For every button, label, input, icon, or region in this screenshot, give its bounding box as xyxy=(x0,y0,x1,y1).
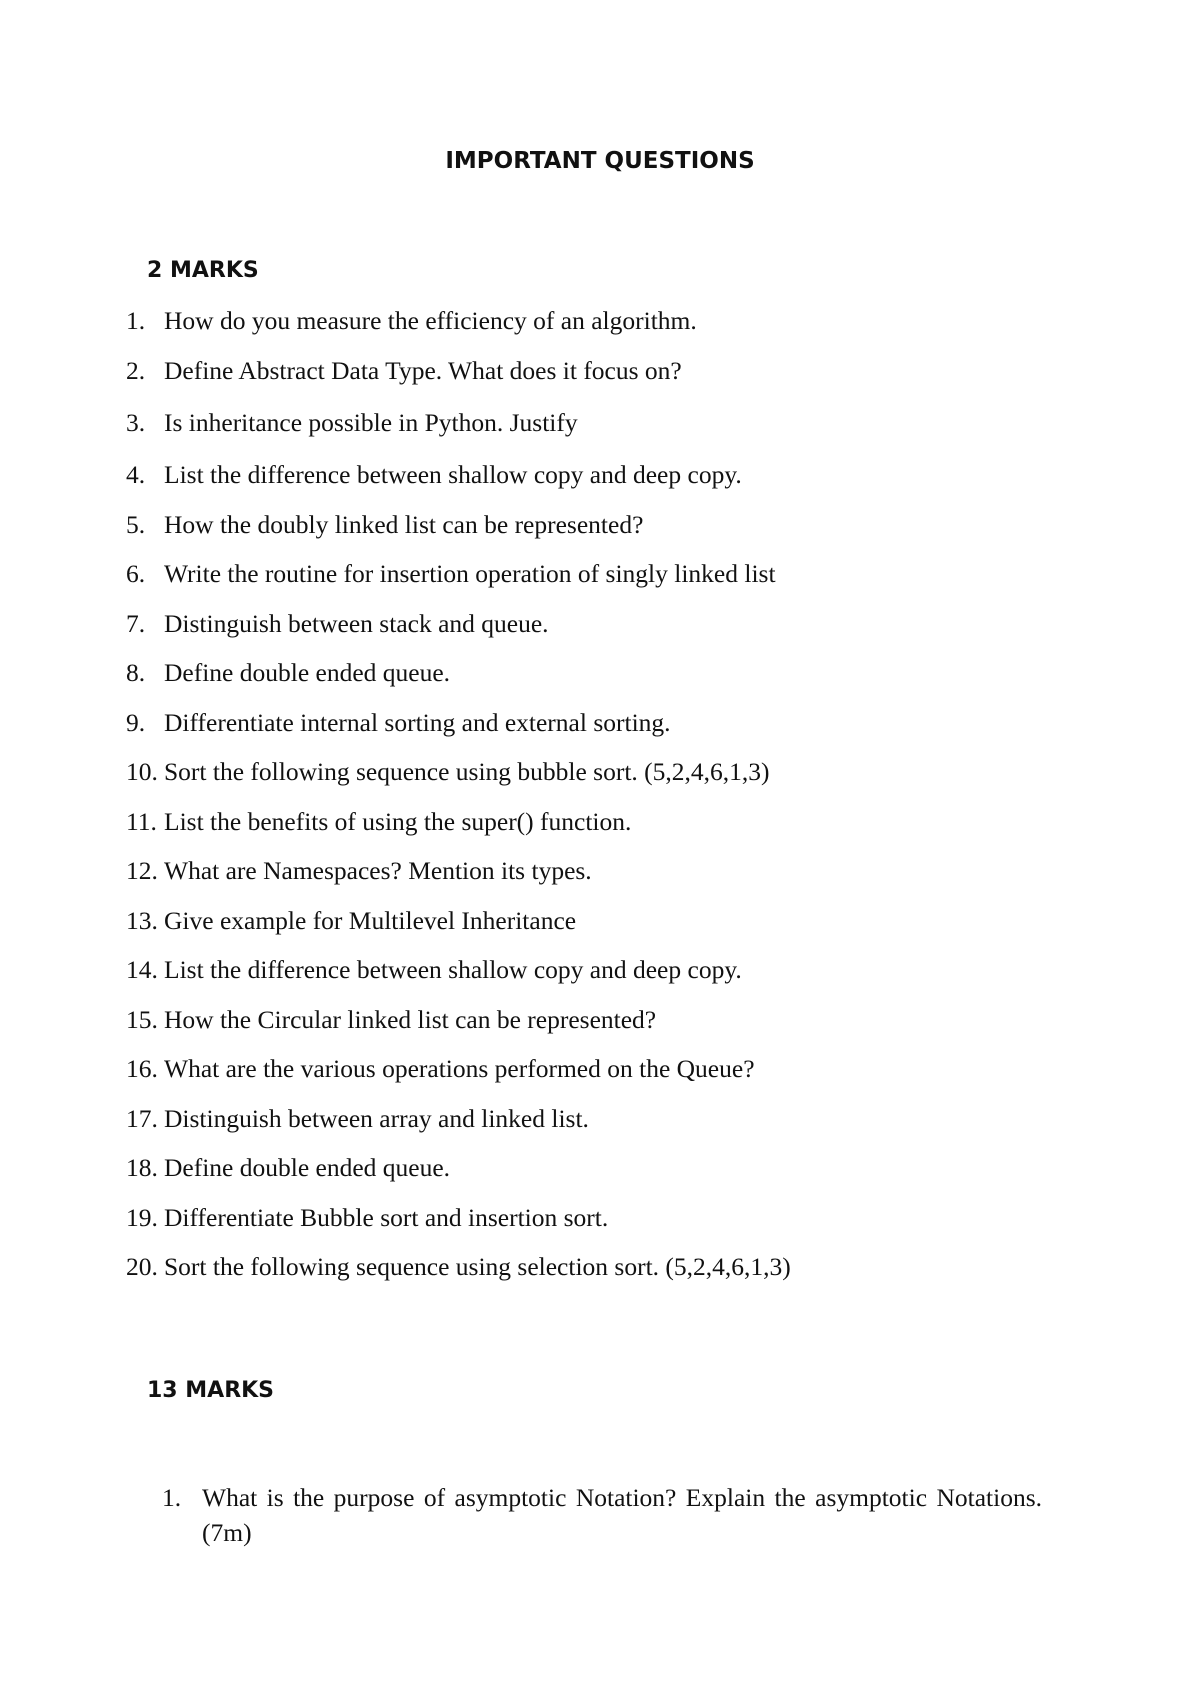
question-number: 1. xyxy=(126,306,146,335)
question-text: Give example for Multilevel Inheritance xyxy=(164,905,577,935)
question-number: 7. xyxy=(126,608,146,638)
question-text: What are Namespaces? Mention its types. xyxy=(164,856,592,885)
list-item xyxy=(126,1052,1086,1102)
question-number: 15. xyxy=(126,1004,158,1034)
question-text: Define double ended queue. xyxy=(164,1153,451,1182)
question-text: List the benefits of using the super() function. xyxy=(164,806,632,836)
list-item xyxy=(126,1003,1086,1053)
question-number: 17. xyxy=(126,1103,158,1133)
question-number: 9. xyxy=(126,707,146,737)
list-item xyxy=(126,953,1086,1003)
question-number: 13. xyxy=(126,905,158,935)
question-number: 1. xyxy=(162,1483,182,1512)
question-text: How the Circular linked list can be represented? xyxy=(164,1004,657,1034)
question-text: List the difference between shallow copy and deep copy. xyxy=(164,460,742,489)
page-title: IMPORTANT QUESTIONS xyxy=(445,148,755,174)
list-item xyxy=(126,607,1086,657)
list-item xyxy=(126,904,1086,954)
question-text: What is the purpose of asymptotic Notation? Explain the asymptotic Notations.(7m) xyxy=(202,1483,1042,1547)
list-item xyxy=(126,805,1086,855)
list-item xyxy=(162,1480,1042,1550)
list-item xyxy=(126,656,1086,706)
list-item xyxy=(126,1102,1086,1152)
question-number: 6. xyxy=(126,559,146,588)
list-item xyxy=(126,354,1086,404)
question-number: 5. xyxy=(126,509,146,539)
section-heading-2-marks: 2 MARKS xyxy=(147,258,259,283)
question-number: 19. xyxy=(126,1202,158,1232)
question-number: 12. xyxy=(126,856,158,885)
list-item xyxy=(126,403,1086,458)
list-item xyxy=(126,304,1086,354)
list-item xyxy=(126,508,1086,558)
list-item xyxy=(126,755,1086,805)
question-text: Distinguish between stack and queue. xyxy=(164,608,549,638)
question-text: How do you measure the efficiency of an algorithm. xyxy=(164,306,697,335)
list-item xyxy=(126,557,1086,607)
question-text: Sort the following sequence using selection sort. (5,2,4,6,1,3) xyxy=(164,1252,791,1281)
question-list-13-marks xyxy=(162,1480,1042,1550)
list-item xyxy=(126,1151,1086,1201)
question-number: 3. xyxy=(126,408,146,437)
question-text: Write the routine for insertion operation of singly linked list xyxy=(164,559,776,588)
list-item xyxy=(126,1201,1086,1251)
question-text: Is inheritance possible in Python. Justify xyxy=(164,408,578,437)
list-item xyxy=(126,854,1086,904)
question-text: Differentiate Bubble sort and insertion sort. xyxy=(164,1202,609,1232)
question-number: 10. xyxy=(126,757,158,786)
question-text: What are the various operations performed on the Queue? xyxy=(164,1054,755,1083)
list-item xyxy=(126,1250,1086,1300)
question-number: 2. xyxy=(126,355,146,385)
question-text: Define Abstract Data Type. What does it focus on? xyxy=(164,355,682,385)
question-text: Sort the following sequence using bubble sort. (5,2,4,6,1,3) xyxy=(164,757,770,786)
question-number: 16. xyxy=(126,1054,158,1083)
question-number: 14. xyxy=(126,955,158,984)
question-number: 8. xyxy=(126,658,146,687)
question-text: How the doubly linked list can be represented? xyxy=(164,509,644,539)
question-text: Differentiate internal sorting and external sorting. xyxy=(164,707,671,737)
question-text: Define double ended queue. xyxy=(164,658,451,687)
question-number: 11. xyxy=(126,806,157,836)
question-text: Distinguish between array and linked list. xyxy=(164,1103,589,1133)
section-heading-13-marks: 13 MARKS xyxy=(147,1378,275,1403)
question-list-2-marks xyxy=(126,304,1086,1300)
question-number: 20. xyxy=(126,1252,158,1281)
question-text: List the difference between shallow copy and deep copy. xyxy=(164,955,742,984)
question-number: 4. xyxy=(126,460,146,489)
question-number: 18. xyxy=(126,1153,158,1182)
list-item xyxy=(126,458,1086,508)
list-item xyxy=(126,706,1086,756)
